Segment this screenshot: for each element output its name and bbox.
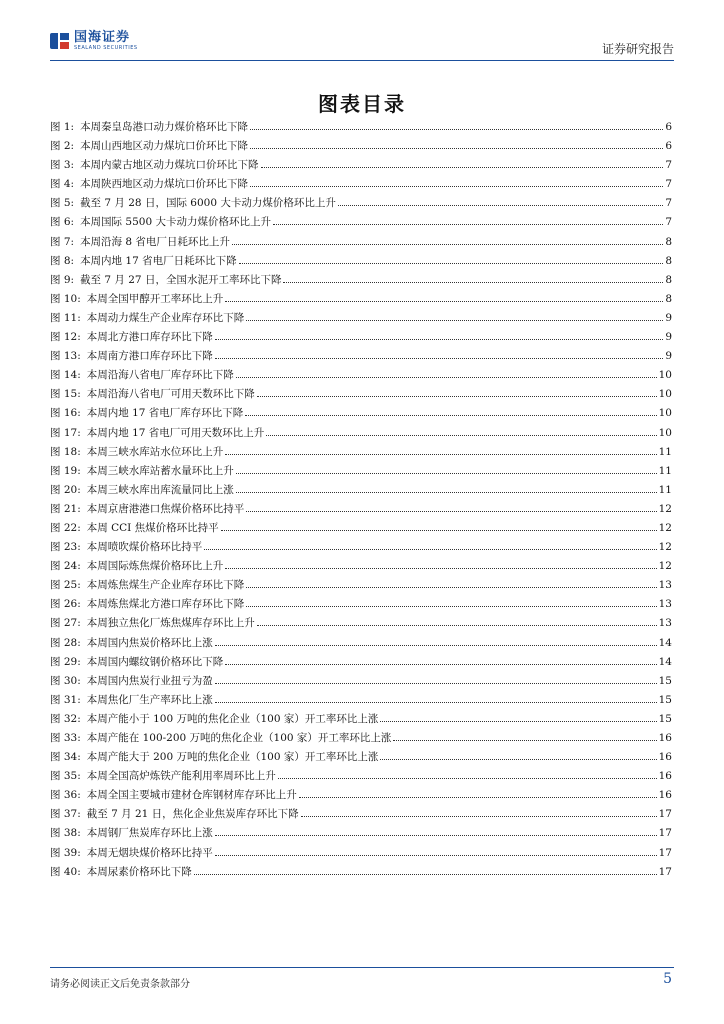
toc-entry-title: 本周产能小于 100 万吨的焦化企业（100 家）开工率环比上涨: [86, 712, 379, 725]
header-divider: [50, 60, 674, 61]
toc-entry-label: 图 40:: [50, 865, 81, 878]
toc-entry-title: 截至 7 月 28 日，国际 6000 大卡动力煤价格环比上升: [80, 197, 336, 210]
toc-entry-title: 本周全国高炉炼铁产能利用率周环比上升: [86, 770, 276, 783]
toc-entry[interactable]: [50, 654, 672, 673]
toc-leader-dots: [246, 598, 656, 607]
toc-entry-label: 图 14:: [50, 369, 81, 382]
toc-entry[interactable]: [50, 692, 672, 711]
toc-entry-title: 本周陕西地区动力煤坑口价环比下降: [80, 178, 249, 191]
toc-leader-dots: [380, 751, 656, 760]
toc-entry-page: 15: [658, 712, 672, 725]
toc-entry[interactable]: [50, 539, 672, 558]
toc-entry-label: 图 1:: [50, 121, 75, 133]
toc-entry-label: 图 7:: [50, 235, 75, 248]
toc-entry-label: 图 21:: [50, 502, 81, 515]
toc-entry-label: 图 13:: [50, 350, 81, 363]
toc-entry[interactable]: [50, 138, 672, 157]
toc-leader-dots: [338, 197, 663, 206]
toc-entry[interactable]: [50, 730, 672, 749]
toc-leader-dots: [257, 617, 657, 626]
toc-entry-page: 11: [658, 445, 672, 458]
toc-leader-dots: [250, 178, 663, 187]
toc-entry-title: 本周焦化厂生产率环比上涨: [86, 693, 213, 706]
toc-entry-page: 12: [658, 560, 672, 573]
toc-entry-title: 本周国内螺纹钢价格环比下降: [86, 655, 224, 668]
toc-entry-label: 图 4:: [50, 178, 75, 191]
toc-entry-label: 图 30:: [50, 674, 81, 687]
toc-entry[interactable]: [50, 806, 672, 825]
toc-entry[interactable]: [50, 482, 672, 501]
toc-entry[interactable]: [50, 673, 672, 692]
toc-leader-dots: [380, 713, 656, 722]
toc-entry-title: 本周沿海八省电厂库存环比下降: [86, 369, 234, 382]
toc-entry-title: 本周沿海 8 省电厂日耗环比上升: [80, 235, 230, 248]
toc-entry-page: 14: [658, 655, 672, 668]
toc-entry[interactable]: [50, 787, 672, 806]
toc-entry-label: 图 29:: [50, 655, 81, 668]
company-name-en: SEALAND SECURITIES: [74, 45, 138, 51]
toc-leader-dots: [250, 140, 663, 149]
toc-leader-dots: [215, 675, 657, 684]
toc-leader-dots: [236, 484, 657, 493]
toc-entry-page: 6: [665, 140, 672, 153]
toc-entry[interactable]: [50, 329, 672, 348]
toc-leader-dots: [215, 827, 657, 836]
toc-leader-dots: [232, 236, 663, 245]
toc-entry-title: 本周山西地区动力煤坑口价环比下降: [80, 140, 249, 153]
toc-entry-label: 图 25:: [50, 579, 81, 592]
toc-entry-label: 图 34:: [50, 751, 81, 764]
toc-entry[interactable]: [50, 520, 672, 539]
toc-leader-dots: [225, 656, 656, 665]
toc-entry[interactable]: [50, 253, 672, 272]
toc-entry-label: 图 23:: [50, 541, 81, 554]
toc-entry-label: 图 27:: [50, 617, 81, 630]
toc-entry-title: 本周国际 5500 大卡动力煤价格环比上升: [80, 216, 271, 229]
toc-entry-page: 13: [658, 617, 672, 630]
toc-entry-label: 图 24:: [50, 560, 81, 573]
toc-entry[interactable]: [50, 310, 672, 329]
toc-entry-page: 16: [658, 751, 672, 764]
toc-entry-title: 本周动力煤生产企业库存环比下降: [86, 311, 245, 324]
toc-entry[interactable]: [50, 825, 672, 844]
logo-icon: [50, 31, 70, 51]
toc-entry-page: 16: [658, 732, 672, 744]
toc-entry-title: 本周秦皇岛港口动力煤价格环比下降: [80, 121, 249, 133]
toc-entry[interactable]: [50, 405, 672, 424]
toc-leader-dots: [299, 789, 657, 798]
toc-entry-label: 图 33:: [50, 732, 81, 744]
toc-entry-page: 15: [658, 674, 672, 687]
toc-entry[interactable]: [50, 272, 672, 291]
toc-entry-label: 图 35:: [50, 770, 81, 783]
toc-leader-dots: [239, 255, 664, 264]
toc-leader-dots: [225, 560, 656, 569]
toc-entry-page: 10: [658, 407, 672, 420]
toc-leader-dots: [266, 427, 656, 436]
toc-entry-title: 本周沿海八省电厂可用天数环比下降: [86, 388, 255, 401]
toc-leader-dots: [204, 541, 656, 550]
toc-entry-title: 本周北方港口库存环比下降: [86, 331, 213, 344]
toc-entry-label: 图 22:: [50, 521, 81, 534]
toc-entry-page: 17: [658, 846, 672, 859]
toc-entry[interactable]: [50, 635, 672, 654]
toc-entry-title: 本周三峡水库站水位环比上升: [86, 445, 224, 458]
toc-entry[interactable]: [50, 234, 672, 253]
toc-entry[interactable]: [50, 119, 672, 138]
toc-entry-title: 本周全国主要城市建材仓库钢材库存环比上升: [86, 789, 297, 802]
toc-entry-label: 图 28:: [50, 636, 81, 649]
toc-entry-label: 图 32:: [50, 712, 81, 725]
toc-entry-title: 本周喷吹煤价格环比持平: [86, 541, 203, 554]
toc-leader-dots: [225, 446, 656, 455]
toc-entry-title: 本周三峡水库出库流量同比上涨: [86, 483, 234, 496]
toc-entry[interactable]: [50, 596, 672, 615]
toc-leader-dots: [215, 847, 657, 856]
toc-entry-page: 7: [665, 216, 672, 229]
toc-entry-page: 8: [665, 235, 672, 248]
toc-entry-page: 8: [665, 254, 672, 267]
toc-leader-dots: [283, 274, 663, 283]
toc-entry[interactable]: [50, 214, 672, 233]
toc-entry-page: 7: [665, 178, 672, 191]
toc-entry-page: 9: [665, 350, 672, 363]
toc-entry[interactable]: [50, 577, 672, 596]
toc-entry-title: 本周全国甲醇开工率环比上升: [86, 292, 224, 305]
toc-entry[interactable]: [50, 845, 672, 864]
toc-entry-page: 12: [658, 502, 672, 515]
toc-entry[interactable]: [50, 864, 672, 883]
toc-leader-dots: [236, 369, 657, 378]
toc-entry-label: 图 3:: [50, 159, 75, 172]
toc-entry-title: 本周南方港口库存环比下降: [86, 350, 213, 363]
toc-entry-title: 本周内地 17 省电厂日耗环比下降: [80, 254, 237, 267]
toc-leader-dots: [246, 579, 656, 588]
toc-entry[interactable]: [50, 291, 672, 310]
toc-entry-page: 10: [658, 388, 672, 401]
toc-entry-page: 15: [658, 693, 672, 706]
toc-entry-page: 6: [665, 121, 672, 133]
toc-entry[interactable]: [50, 348, 672, 367]
toc-entry-page: 17: [658, 865, 672, 878]
toc-entry-title: 截至 7 月 27 日，全国水泥开工率环比下降: [80, 273, 282, 286]
toc-entry-title: 本周内蒙古地区动力煤坑口价环比下降: [80, 159, 259, 172]
toc-entry-page: 10: [658, 369, 672, 382]
footer-divider: [50, 967, 674, 968]
toc-entry-page: 13: [658, 579, 672, 592]
toc-entry[interactable]: [50, 386, 672, 405]
toc-entry-page: 9: [665, 331, 672, 344]
toc-entry-label: 图 9:: [50, 273, 75, 286]
toc-entry[interactable]: [50, 558, 672, 577]
figure-list: [50, 119, 672, 883]
toc-entry-label: 图 15:: [50, 388, 81, 401]
page-header: [50, 28, 674, 62]
toc-leader-dots: [215, 637, 657, 646]
toc-entry-title: 本周国内焦炭价格环比上涨: [86, 636, 213, 649]
toc-entry-page: 13: [658, 598, 672, 611]
toc-entry-label: 图 20:: [50, 483, 81, 496]
toc-entry-page: 16: [658, 770, 672, 783]
toc-entry-label: 图 19:: [50, 464, 81, 477]
toc-entry-page: 7: [665, 159, 672, 172]
toc-entry-label: 图 31:: [50, 693, 81, 706]
toc-entry-label: 图 26:: [50, 598, 81, 611]
toc-entry-title: 本周内地 17 省电厂库存环比下降: [86, 407, 244, 420]
toc-entry[interactable]: [50, 444, 672, 463]
toc-entry[interactable]: [50, 195, 672, 214]
toc-entry[interactable]: [50, 367, 672, 386]
toc-leader-dots: [301, 808, 657, 817]
toc-entry[interactable]: [50, 463, 672, 482]
toc-entry-page: 11: [658, 464, 672, 477]
toc-entry[interactable]: [50, 768, 672, 787]
toc-entry-label: 图 10:: [50, 292, 81, 305]
toc-entry-label: 图 16:: [50, 407, 81, 420]
toc-entry-label: 图 11:: [50, 311, 81, 324]
toc-leader-dots: [225, 293, 663, 302]
toc-leader-dots: [215, 694, 657, 703]
toc-leader-dots: [257, 388, 657, 397]
page-number: 5: [663, 971, 672, 987]
toc-entry-title: 本周炼焦煤北方港口库存环比下降: [86, 598, 245, 611]
toc-entry-page: 11: [658, 483, 672, 496]
toc-entry-title: 本周内地 17 省电厂可用天数环比上升: [86, 426, 265, 439]
toc-entry-title: 本周钢厂焦炭库存环比上涨: [86, 827, 213, 840]
toc-leader-dots: [245, 407, 656, 416]
toc-entry-title: 本周无烟块煤价格环比持平: [86, 846, 213, 859]
toc-leader-dots: [246, 312, 663, 321]
toc-entry-title: 本周三峡水库站蓄水量环比上升: [86, 464, 234, 477]
toc-entry-title: 本周国内焦炭行业扭亏为盈: [86, 674, 213, 687]
toc-leader-dots: [246, 503, 656, 512]
toc-entry-title: 本周产能大于 200 万吨的焦化企业（100 家）开工率环比上涨: [86, 751, 379, 764]
toc-entry-label: 图 18:: [50, 445, 81, 458]
toc-entry-page: 8: [665, 273, 672, 286]
toc-entry-title: 本周 CCI 焦煤价格环比持平: [86, 521, 219, 534]
toc-leader-dots: [215, 350, 664, 359]
toc-entry-title: 本周国际炼焦煤价格环比上升: [86, 560, 224, 573]
company-logo: [50, 31, 138, 51]
toc-entry-page: 17: [658, 827, 672, 840]
toc-entry-page: 14: [658, 636, 672, 649]
toc-leader-dots: [278, 770, 657, 779]
toc-entry-label: 图 38:: [50, 827, 81, 840]
toc-entry-label: 图 17:: [50, 426, 81, 439]
toc-entry[interactable]: [50, 157, 672, 176]
report-type-label: 证券研究报告: [601, 42, 674, 56]
toc-entry[interactable]: [50, 615, 672, 634]
toc-entry-label: 图 12:: [50, 331, 81, 344]
toc-entry[interactable]: [50, 501, 672, 520]
toc-leader-dots: [261, 159, 664, 168]
toc-leader-dots: [215, 331, 664, 340]
toc-leader-dots: [393, 732, 656, 741]
toc-entry-page: 8: [665, 292, 672, 305]
page-title: 图表目录: [318, 92, 406, 116]
toc-entry[interactable]: [50, 749, 672, 768]
toc-entry-title: 截至 7 月 21 日，焦化企业焦炭库存环比下降: [86, 808, 299, 821]
toc-entry-page: 7: [665, 197, 672, 210]
toc-entry-page: 12: [658, 541, 672, 554]
toc-entry-label: 图 8:: [50, 254, 75, 267]
toc-entry-label: 图 37:: [50, 808, 81, 821]
toc-entry-page: 17: [658, 808, 672, 821]
toc-leader-dots: [236, 465, 657, 474]
toc-entry-title: 本周尿素价格环比下降: [86, 865, 192, 878]
toc-entry-title: 本周产能在 100-200 万吨的焦化企业（100 家）开工率环比上涨: [86, 732, 392, 744]
toc-entry-label: 图 5:: [50, 197, 75, 210]
toc-leader-dots: [221, 522, 657, 531]
toc-entry-label: 图 2:: [50, 140, 75, 153]
toc-entry-title: 本周京唐港港口焦煤价格环比持平: [86, 502, 245, 515]
toc-entry-label: 图 39:: [50, 846, 81, 859]
toc-entry[interactable]: [50, 176, 672, 195]
toc-entry-label: 图 36:: [50, 789, 81, 802]
toc-entry-page: 9: [665, 311, 672, 324]
toc-entry-page: 10: [658, 426, 672, 439]
toc-entry-title: 本周独立焦化厂炼焦煤库存环比上升: [86, 617, 255, 630]
toc-leader-dots: [194, 866, 657, 875]
toc-entry-label: 图 6:: [50, 216, 75, 229]
toc-entry[interactable]: [50, 711, 672, 730]
toc-entry-page: 16: [658, 789, 672, 802]
toc-leader-dots: [273, 216, 663, 225]
toc-leader-dots: [250, 121, 663, 130]
toc-entry[interactable]: [50, 425, 672, 444]
toc-entry-page: 12: [658, 521, 672, 534]
company-name-cn: 国海证券: [74, 30, 131, 45]
toc-entry-title: 本周炼焦煤生产企业库存环比下降: [86, 579, 245, 592]
disclaimer-note: 请务必阅读正文后免责条款部分: [50, 979, 190, 990]
